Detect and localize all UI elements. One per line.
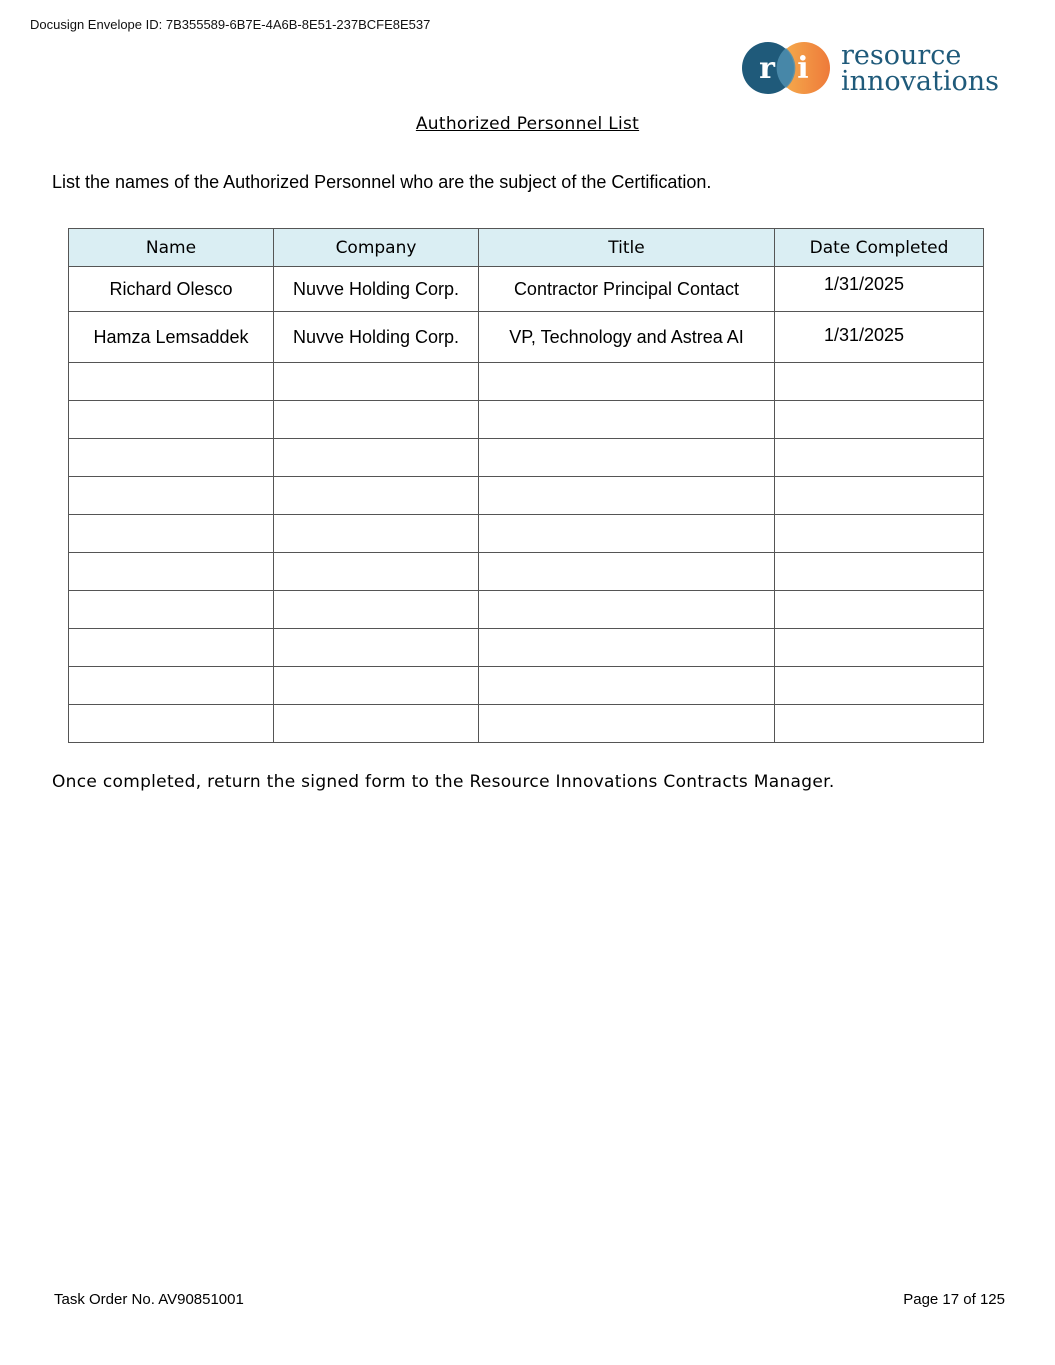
cell-name bbox=[69, 591, 274, 629]
cell-title bbox=[479, 363, 775, 401]
logo-word-innovations: innovations bbox=[841, 66, 1000, 97]
cell-date bbox=[775, 439, 984, 477]
logo-mark-r: r bbox=[759, 51, 775, 86]
logo-word-resource: resource bbox=[841, 40, 962, 71]
cell-date bbox=[775, 401, 984, 439]
cell-name bbox=[69, 515, 274, 553]
cell-title bbox=[479, 401, 775, 439]
cell-company bbox=[274, 439, 479, 477]
cell-name bbox=[69, 629, 274, 667]
cell-name bbox=[69, 705, 274, 743]
cell-name bbox=[69, 667, 274, 705]
table-row bbox=[69, 591, 984, 629]
header-date-completed: Date Completed bbox=[775, 229, 984, 267]
cell-name bbox=[69, 439, 274, 477]
header-name: Name bbox=[69, 229, 274, 267]
cell-company bbox=[274, 629, 479, 667]
table-row bbox=[69, 705, 984, 743]
authorized-personnel-table bbox=[68, 228, 984, 743]
cell-name bbox=[69, 363, 274, 401]
cell-title bbox=[479, 629, 775, 667]
cell-company bbox=[274, 401, 479, 439]
cell-title bbox=[479, 591, 775, 629]
cell-title bbox=[479, 439, 775, 477]
cell-company bbox=[274, 363, 479, 401]
cell-name bbox=[69, 401, 274, 439]
cell-company bbox=[274, 515, 479, 553]
cell-date bbox=[775, 477, 984, 515]
page-number: Page 17 of 125 bbox=[903, 1291, 1005, 1308]
cell-date bbox=[775, 629, 984, 667]
cell-company bbox=[274, 553, 479, 591]
table-row bbox=[69, 667, 984, 705]
cell-date: 1/31/2025 bbox=[775, 312, 984, 363]
cell-title: VP, Technology and Astrea AI bbox=[479, 312, 775, 363]
cell-company bbox=[274, 667, 479, 705]
table-row bbox=[69, 553, 984, 591]
cell-name bbox=[69, 553, 274, 591]
resource-innovations-logo bbox=[740, 38, 1010, 98]
cell-name bbox=[69, 477, 274, 515]
cell-title bbox=[479, 477, 775, 515]
cell-title bbox=[479, 553, 775, 591]
cell-date bbox=[775, 705, 984, 743]
table-row bbox=[69, 267, 984, 312]
cell-title: Contractor Principal Contact bbox=[479, 267, 775, 312]
table-row bbox=[69, 312, 984, 363]
cell-date bbox=[775, 363, 984, 401]
cell-date: 1/31/2025 bbox=[775, 267, 984, 312]
cell-company bbox=[274, 591, 479, 629]
task-order-number: Task Order No. AV90851001 bbox=[54, 1291, 244, 1308]
cell-name: Hamza Lemsaddek bbox=[69, 312, 274, 363]
header-title: Title bbox=[479, 229, 775, 267]
docusign-envelope-id: Docusign Envelope ID: 7B355589-6B7E-4A6B-8E51-237BCFE8E537 bbox=[30, 17, 431, 32]
cell-date bbox=[775, 515, 984, 553]
cell-date bbox=[775, 591, 984, 629]
table-row bbox=[69, 439, 984, 477]
table-row bbox=[69, 401, 984, 439]
cell-date bbox=[775, 667, 984, 705]
table-row bbox=[69, 515, 984, 553]
cell-company: Nuvve Holding Corp. bbox=[274, 267, 479, 312]
cell-title bbox=[479, 667, 775, 705]
closing-instructions: Once completed, return the signed form to the Resource Innovations Contracts Manager. bbox=[52, 772, 835, 792]
cell-title bbox=[479, 515, 775, 553]
logo-mark-i: i bbox=[797, 51, 809, 86]
cell-date bbox=[775, 553, 984, 591]
cell-company bbox=[274, 705, 479, 743]
cell-title bbox=[479, 705, 775, 743]
cell-company bbox=[274, 477, 479, 515]
table-row bbox=[69, 363, 984, 401]
header-company: Company bbox=[274, 229, 479, 267]
table-row bbox=[69, 477, 984, 515]
cell-name: Richard Olesco bbox=[69, 267, 274, 312]
cell-company: Nuvve Holding Corp. bbox=[274, 312, 479, 363]
table-header-row bbox=[69, 229, 984, 267]
page-title: Authorized Personnel List bbox=[415, 114, 640, 134]
instructions-text: List the names of the Authorized Personnel who are the subject of the Certification. bbox=[52, 172, 712, 192]
table-row bbox=[69, 629, 984, 667]
